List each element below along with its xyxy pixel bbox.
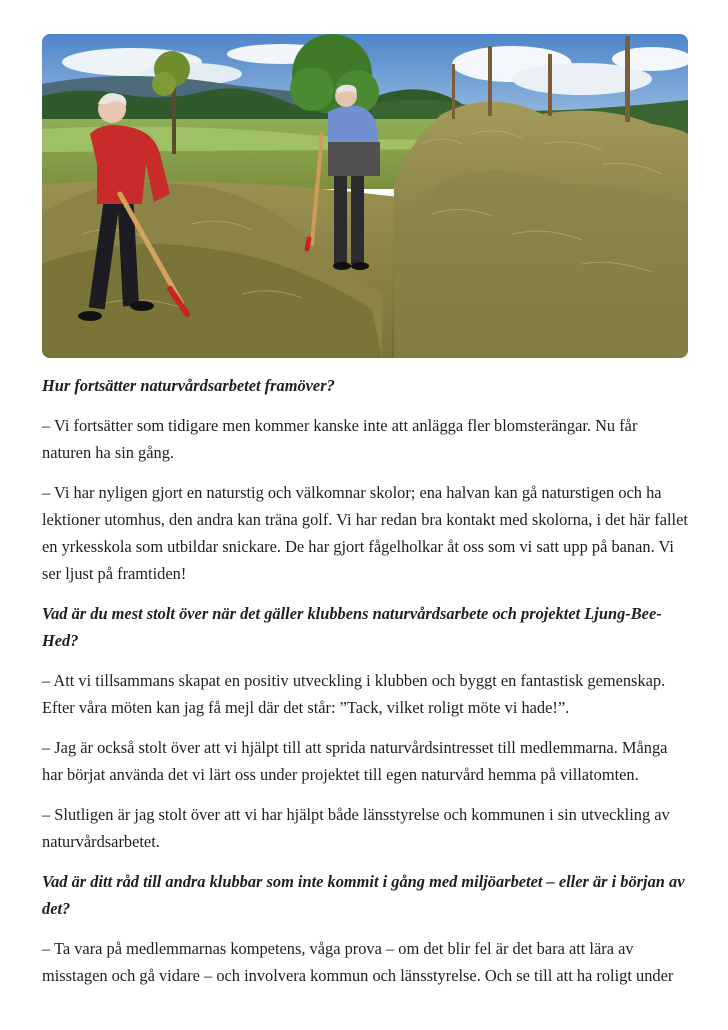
article: [42, 34, 688, 1002]
interview-answer: – Att vi tillsammans skapat en positiv utveckling i klubben och byggt en fantastisk gemenskap. Efter våra möten kan jag få mejl där det står: ”Tack, vilket roligt möte vi hade!”.: [42, 671, 666, 717]
photo-two-men-raking-hay-icon: [42, 34, 688, 358]
interview-answer: – Vi fortsätter som tidigare men kommer kanske inte att anlägga fler blomsterängar. Nu får naturen ha sin gång.: [42, 416, 638, 462]
article-photo: [42, 34, 688, 358]
interview-answer: – Jag är också stolt över att vi hjälpt till att sprida naturvårdsintresset till medlemmarna. Många har börjat använda det vi lärt oss under projektet till egen naturvård hemma på villatomten.: [42, 738, 668, 784]
article-body: [42, 372, 688, 989]
interview-answer: – Slutligen är jag stolt över att vi har hjälpt både länsstyrelse och kommunen i sin utveckling av naturvårdsarbetet.: [42, 805, 670, 851]
interview-answer: – Ta vara på medlemmarnas kompetens, våga prova – om det blir fel är det bara att lära av misstagen och gå vidare – och involvera kommun och länsstyrelse. Och se till att ha roligt under: [42, 939, 674, 985]
interview-question: Vad är du mest stolt över när det gäller klubbens naturvårdsarbete och projektet Ljung-Bee-Hed?: [42, 604, 662, 650]
interview-question: Hur fortsätter naturvårdsarbetet framöver?: [42, 376, 335, 395]
interview-question: Vad är ditt råd till andra klubbar som inte kommit i gång med miljöarbetet – eller är i början av det?: [42, 872, 685, 918]
interview-answer: – Vi har nyligen gjort en naturstig och välkomnar skolor; ena halvan kan gå naturstigen och ha lektioner utomhus, den andra kan träna golf. Vi har redan bra kontakt med skolorna, i det här fallet en yrkesskola som utbildar snickare. De har gjort fågelholkar åt oss som vi satt upp på banan. Vi ser ljust på framtiden!: [42, 483, 688, 583]
